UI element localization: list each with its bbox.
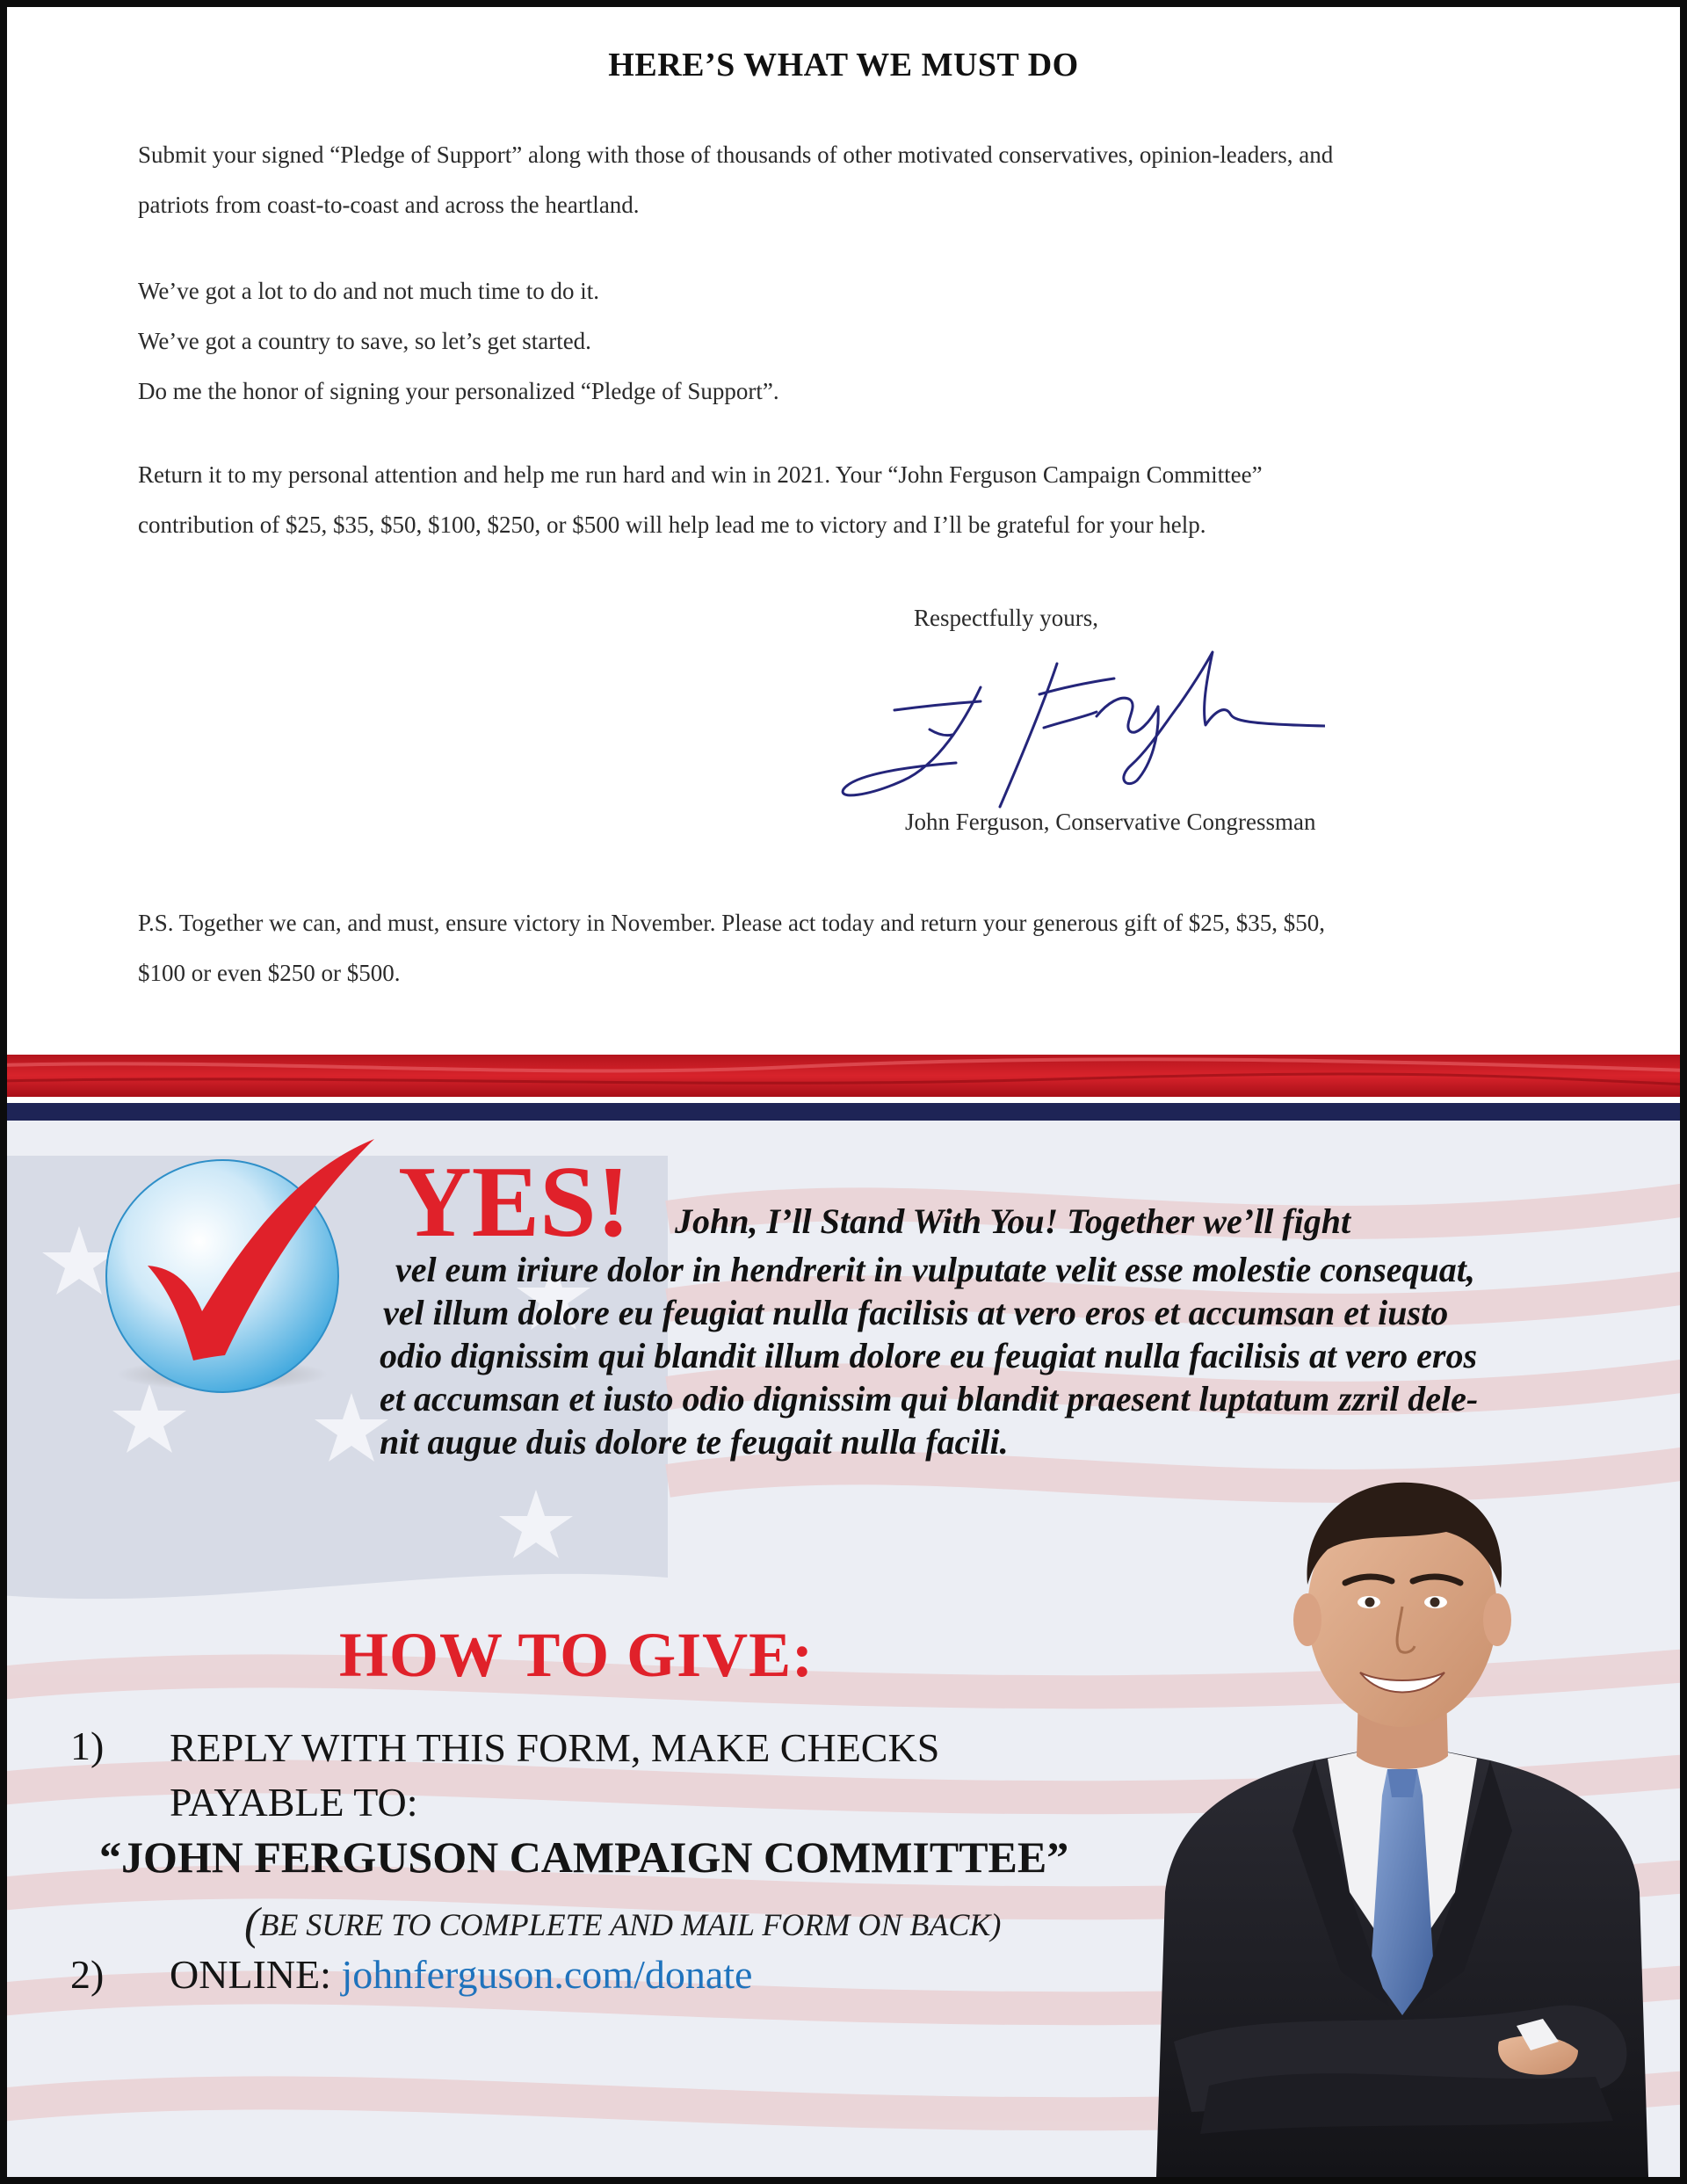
text-line: odio dignissim qui blandit illum dolore eu feugiat nulla facilisis at vero eros	[380, 1336, 1478, 1375]
signature-image	[833, 633, 1325, 817]
step2-online	[170, 1951, 752, 1998]
yes-body-text	[380, 1248, 1610, 1463]
text-line: We’ve got a lot to do and not much time to do it.	[138, 278, 599, 304]
paragraph-country	[138, 266, 1561, 417]
donate-link[interactable]: johnferguson.com/donate	[341, 1952, 753, 1997]
text-line: Do me the honor of signing your personalized “Pledge of Support”.	[138, 378, 779, 404]
text-line: vel illum dolore eu feugiat nulla facilisis at vero eros et accumsan et iusto	[383, 1293, 1449, 1332]
flag-banner-divider	[0, 1055, 1687, 1121]
how-to-give-title: HOW TO GIVE:	[339, 1620, 815, 1690]
mail-form-note	[244, 1898, 1001, 1950]
step2-number: 2)	[70, 1952, 105, 1997]
letter-heading: HERE’S WHAT WE MUST DO	[608, 47, 1079, 83]
letter-section	[0, 0, 1687, 1055]
step1-number: 1)	[70, 1723, 105, 1768]
step1-line1: REPLY WITH THIS FORM, MAKE CHECKS	[170, 1725, 940, 1770]
note-text: BE SURE TO COMPLETE AND MAIL FORM ON BACK)	[259, 1907, 1002, 1942]
signer-name: John Ferguson, Conservative Congressman	[905, 809, 1316, 835]
step1-line2: PAYABLE TO:	[170, 1780, 418, 1825]
closing-line: Respectfully yours,	[914, 605, 1098, 631]
text-line: contribution of $25, $35, $50, $100, $250, or $500 will help lead me to victory and I’ll be grateful for your help.	[138, 512, 1206, 538]
online-label: ONLINE:	[170, 1952, 342, 1997]
text-line: We’ve got a country to save, so let’s get started.	[138, 328, 591, 354]
text-line: vel eum iriure dolor in hendrerit in vulputate velit esse molestie consequat,	[395, 1250, 1475, 1289]
text-line: et accumsan et iusto odio dignissim qui blandit praesent luptatum zzril dele-	[380, 1379, 1479, 1419]
text-line: $100 or even $250 or $500.	[138, 960, 401, 986]
text-line: patriots from coast-to-coast and across the heartland.	[138, 192, 640, 218]
yes-lead-text: John, I’ll Stand With You! Together we’ll fight	[675, 1201, 1351, 1241]
note-paren: (	[244, 1899, 260, 1949]
paragraph-contribution	[138, 450, 1561, 550]
yes-headline: YES!	[398, 1146, 631, 1259]
payee-name: “JOHN FERGUSON CAMPAIGN COMMITTEE”	[99, 1832, 1069, 1882]
paragraph-pledge	[138, 130, 1561, 230]
checkmark-icon	[95, 1136, 385, 1399]
text-line: Return it to my personal attention and help me run hard and win in 2021. Your “John Ferguson Campaign Committee”	[138, 461, 1263, 488]
text-line: Submit your signed “Pledge of Support” along with those of thousands of other motivated conservatives, opinion-leaders, and	[138, 141, 1334, 168]
candidate-portrait	[1139, 1479, 1662, 2177]
text-line: P.S. Together we can, and must, ensure victory in November. Please act today and return your generous gift of $25, $35, $50,	[138, 910, 1326, 936]
postscript	[138, 898, 1561, 998]
text-line: nit augue duis dolore te feugait nulla facili.	[380, 1422, 1009, 1462]
